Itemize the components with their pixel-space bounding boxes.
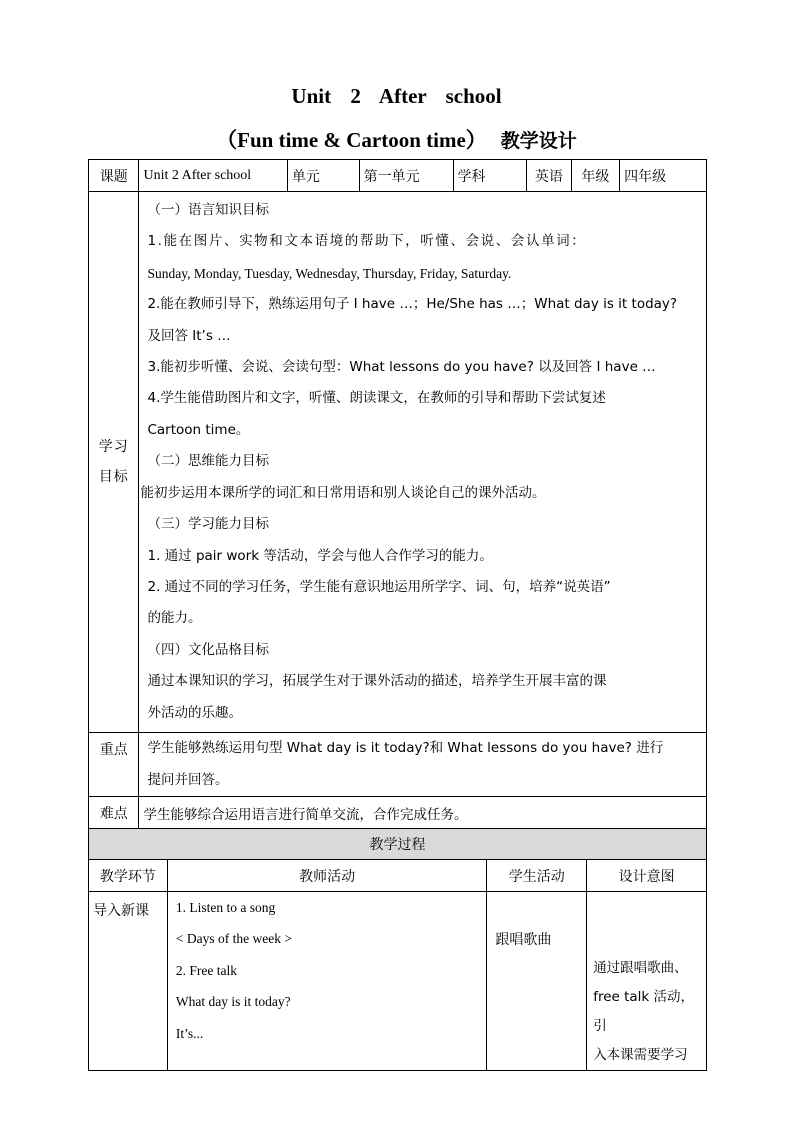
goal-line: Sunday, Monday, Tuesday, Wednesday, Thursday, Friday, Saturday.	[147, 265, 512, 281]
goal-line: （三）学习能力目标	[147, 516, 269, 533]
key-point-line: 学生能够熟练运用句型 What day is it today?和 What lessons do you have? 进行	[147, 740, 664, 757]
design-intent-line: 通过跟唱歌曲、	[593, 960, 688, 976]
unit-label: 单元	[287, 160, 359, 192]
goals-content	[139, 192, 707, 733]
teacher-activity-line: It’s...	[175, 1025, 204, 1041]
teacher-activity-line: 1. Listen to a song	[175, 900, 276, 915]
difficulties-content: 学生能够综合运用语言进行简单交流，合作完成任务。	[139, 797, 707, 829]
teacher-activity-line: What day is it today?	[175, 994, 291, 1010]
goal-line: 及回答 It’s …	[147, 327, 231, 344]
goal-line: 1. 通过 pair work 等活动，学会与他人合作学习的能力。	[147, 547, 493, 564]
goal-line: （一）语言知识目标	[147, 202, 269, 219]
goal-line: 1.能在图片、实物和文本语境的帮助下，听懂、会说、会认单词：	[147, 233, 587, 250]
key-point-line: 提问并回答。	[147, 771, 229, 788]
goal-line: 3.能初步听懂、会说、会读句型：What lessons do you have? 以及回答 I have …	[147, 359, 656, 376]
goal-line: （四）文化品格目标	[147, 641, 269, 658]
column-teacher-activity: 教师活动	[167, 860, 487, 892]
column-design-intent: 设计意图	[587, 860, 707, 892]
student-activity-cell	[487, 892, 587, 1071]
goal-line: 外活动的乐趣。	[147, 704, 242, 721]
goals-label	[89, 192, 139, 733]
goal-line: 4.学生能借助图片和文字，听懂、朗读课文，在教师的引导和帮助下尝试复述	[147, 390, 606, 407]
process-header: 教学过程	[89, 829, 707, 860]
goal-line: 2.能在教师引导下，熟练运用句子 I have …；He/She has …；What day is it today?	[147, 296, 678, 313]
design-intent-cell	[587, 892, 707, 1071]
topic-label: 课题	[89, 160, 139, 192]
topic-value: Unit 2 After school	[139, 160, 287, 192]
teacher-activity-line: < Days of the week >	[175, 931, 292, 947]
difficulties-label: 难点	[89, 797, 139, 829]
teaching-process-table	[88, 828, 707, 1071]
goal-line: 通过本课知识的学习，拓展学生对于课外活动的描述，培养学生开展丰富的课	[147, 673, 607, 690]
column-student-activity: 学生活动	[487, 860, 587, 892]
subject-value: 英语	[527, 160, 571, 192]
lesson-info-table	[88, 159, 707, 829]
goal-line: 2. 通过不同的学习任务，学生能有意识地运用所学字、词、句，培养“说英语”	[147, 578, 611, 595]
goals-label-text: 学习目标	[98, 439, 129, 485]
key-points-content	[139, 733, 707, 797]
teacher-activity-line: 2. Free talk	[175, 962, 237, 978]
subtitle-english: （Fun time & Cartoon time）	[216, 128, 487, 152]
student-activity-text: 跟唱歌曲	[495, 932, 552, 948]
key-points-label: 重点	[89, 733, 139, 797]
design-intent-line: free talk 活动，引	[593, 989, 695, 1034]
subtitle-chinese: 教学设计	[500, 130, 577, 152]
grade-label: 年级	[571, 160, 619, 192]
grade-value: 四年级	[620, 160, 707, 192]
document-subtitle	[0, 124, 793, 154]
goal-line: Cartoon time。	[147, 421, 250, 438]
goal-line: 能初步运用本课所学的词汇和日常用语和别人谈论自己的课外活动。	[140, 484, 546, 501]
unit-value: 第一单元	[359, 160, 453, 192]
design-intent-line: 入本课需要学习	[593, 1047, 688, 1063]
stage-cell: 导入新课	[89, 892, 168, 1071]
subject-label: 学科	[453, 160, 527, 192]
column-stage: 教学环节	[89, 860, 168, 892]
goal-line: 的能力。	[147, 610, 202, 627]
document-title: Unit 2 After school	[291, 84, 502, 108]
teacher-activity-cell	[167, 892, 487, 1071]
goal-line: （二）思维能力目标	[147, 453, 269, 470]
